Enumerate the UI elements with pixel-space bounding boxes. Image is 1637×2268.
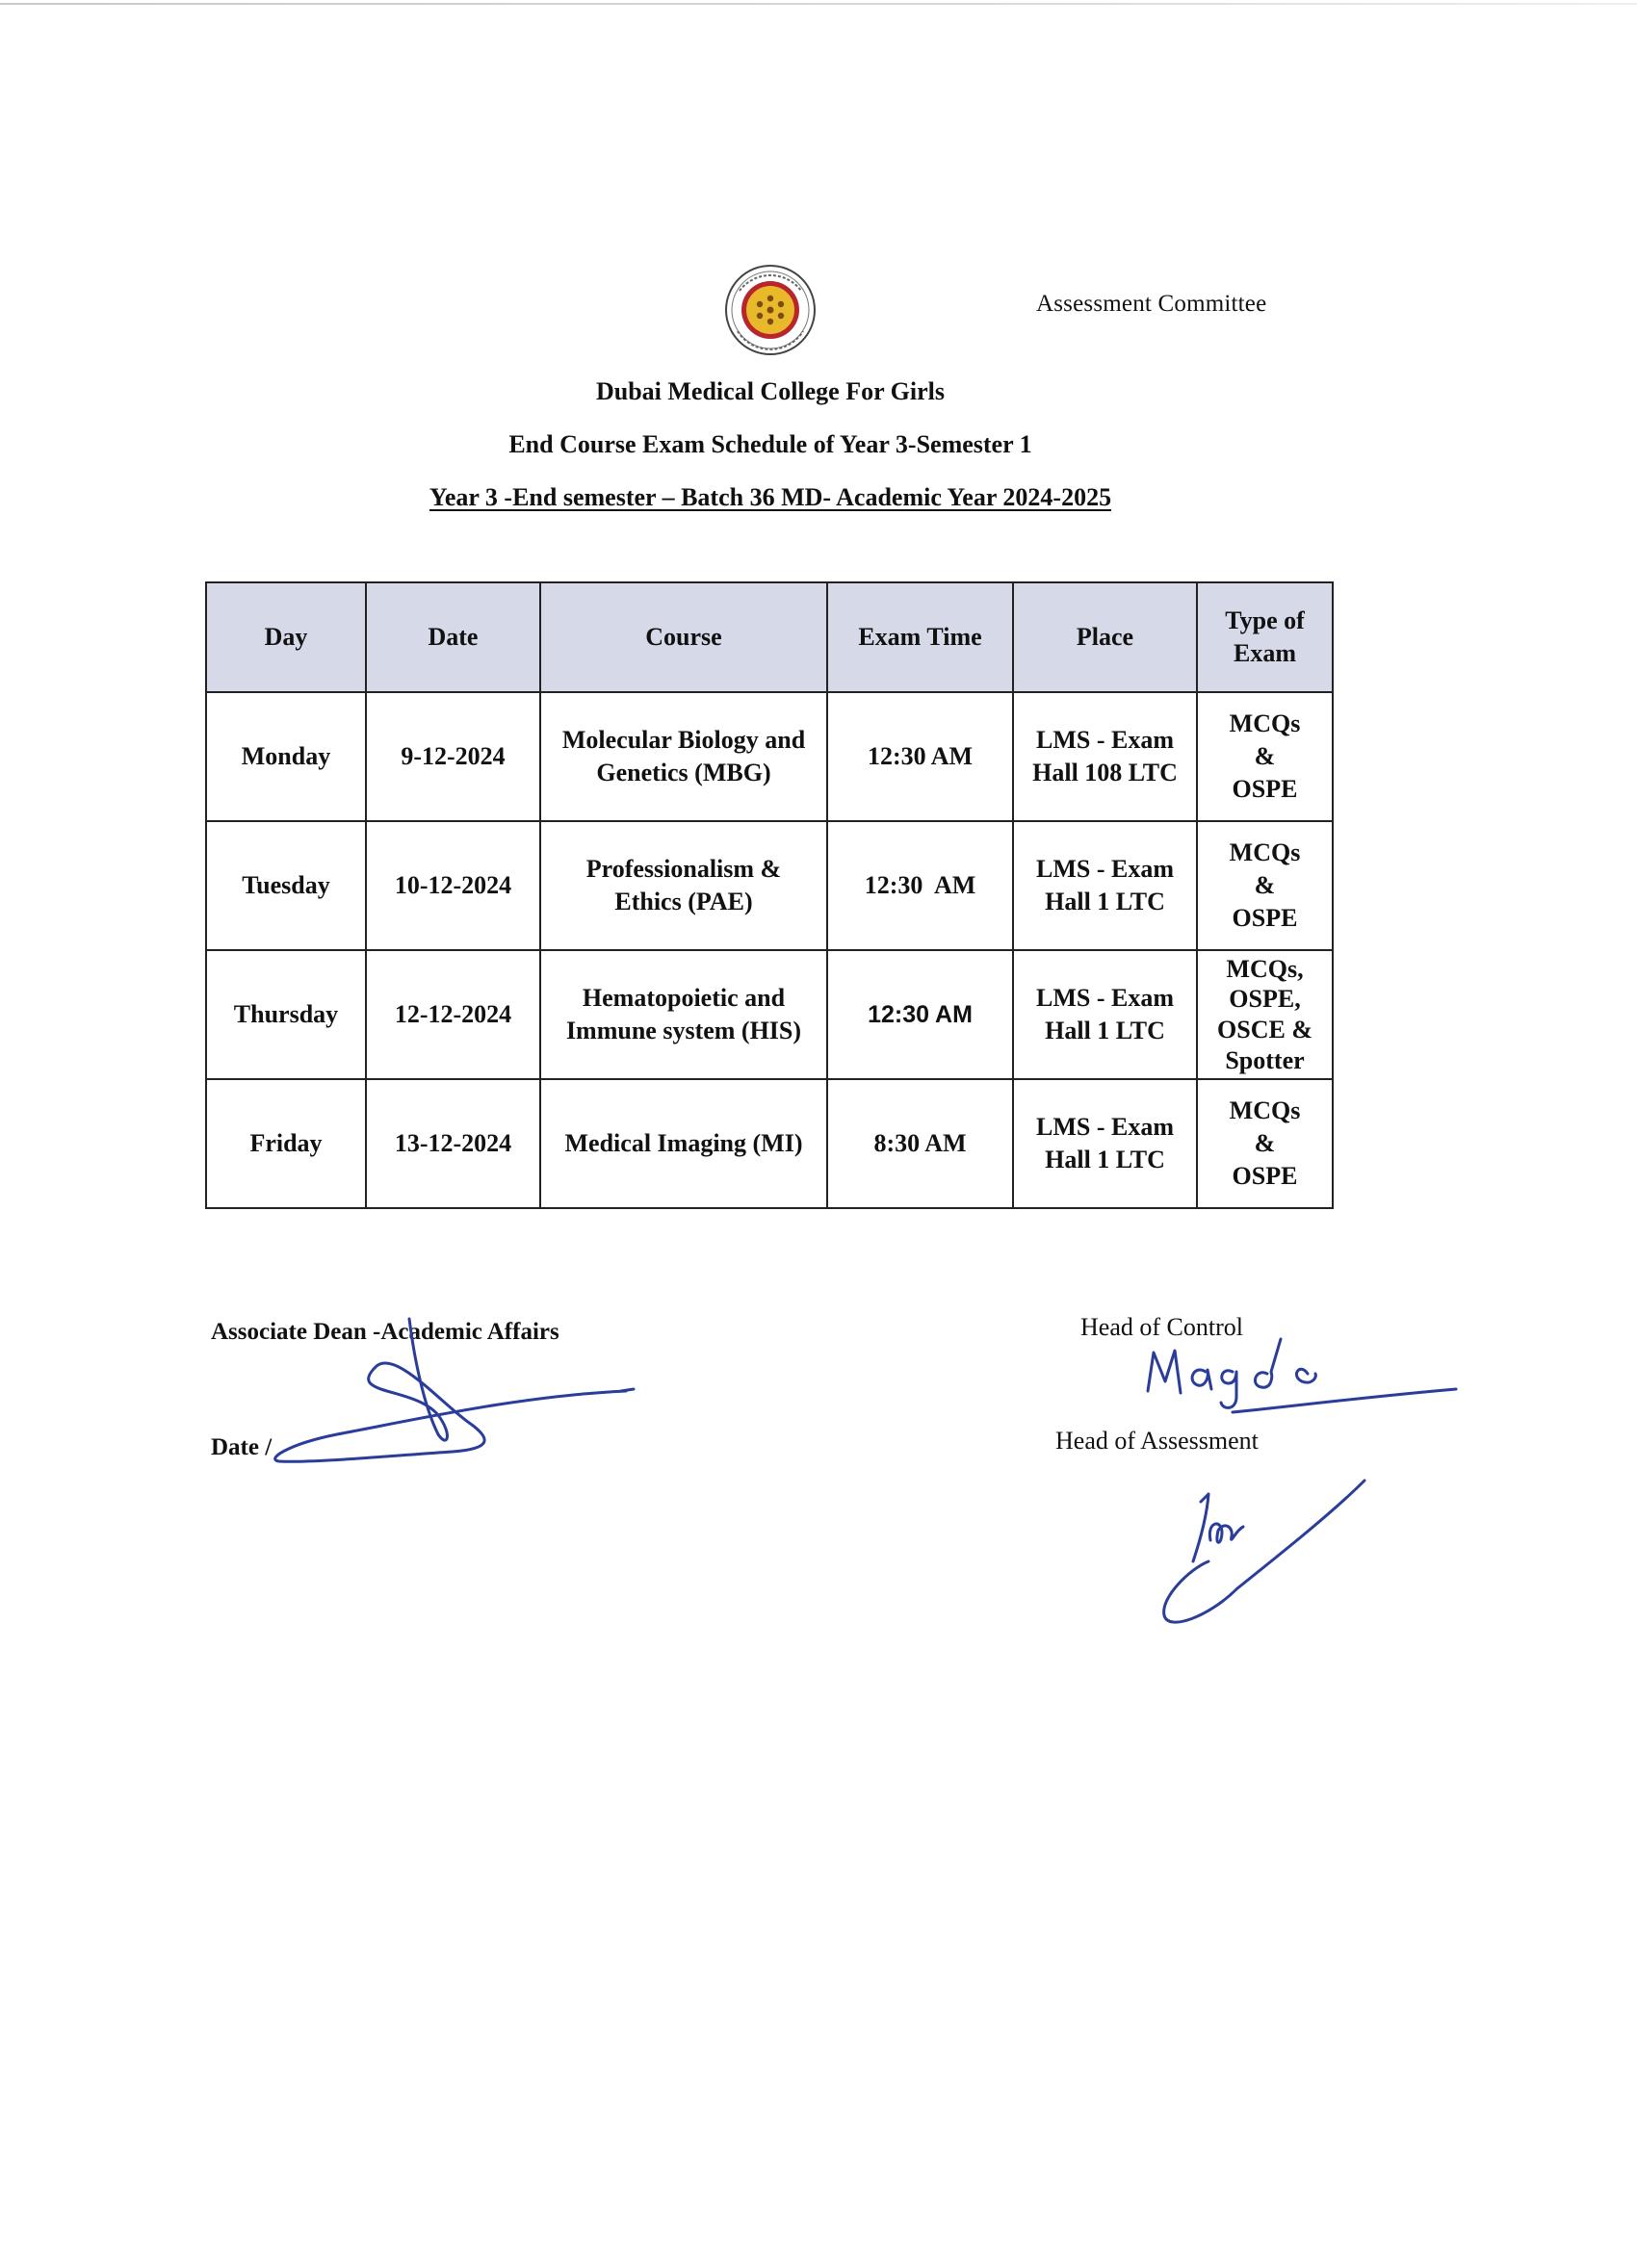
type-line: &	[1254, 871, 1276, 900]
cell-place	[1013, 1079, 1197, 1208]
scan-border-line	[0, 3, 1637, 5]
header-place: Place	[1013, 582, 1197, 692]
cell-course	[540, 692, 827, 821]
cell-course	[540, 950, 827, 1079]
cell-type-of-exam	[1197, 950, 1333, 1079]
place-line2: Hall 1 LTC	[1045, 888, 1165, 915]
cell-exam-time: 12:30 AM	[827, 692, 1013, 821]
cell-day: Friday	[206, 1079, 366, 1208]
cell-type-of-exam	[1197, 692, 1333, 821]
cell-place	[1013, 821, 1197, 950]
batch-line-text: Year 3 -End semester – Batch 36 MD- Academic Year 2024-2025	[429, 483, 1112, 511]
table-row	[206, 692, 1333, 821]
associate-dean-label: Associate Dean -Academic Affairs	[211, 1319, 559, 1345]
table-row	[206, 821, 1333, 950]
course-line1: Professionalism &	[585, 855, 782, 884]
course-line1: Molecular Biology and	[561, 726, 806, 755]
exam-schedule-table	[205, 581, 1334, 1209]
committee-label: Assessment Committee	[1036, 291, 1267, 317]
table-header-row	[206, 582, 1333, 692]
type-line: &	[1254, 1129, 1276, 1158]
cell-place	[1013, 692, 1197, 821]
cell-day: Thursday	[206, 950, 366, 1079]
header-type-line1: Type of	[1225, 606, 1305, 635]
type-line: OSPE	[1232, 903, 1298, 932]
header-course: Course	[540, 582, 827, 692]
cell-exam-time: 12:30 AM	[827, 950, 1013, 1079]
header-day: Day	[206, 582, 366, 692]
cell-day: Monday	[206, 692, 366, 821]
place-line2: Hall 1 LTC	[1045, 1017, 1165, 1044]
cell-course: Medical Imaging (MI)	[540, 1079, 827, 1208]
type-line: OSPE	[1232, 774, 1298, 803]
cell-place	[1013, 950, 1197, 1079]
header-type-of-exam	[1197, 582, 1333, 692]
head-of-assessment-signature	[1151, 1473, 1382, 1627]
type-line: Spotter	[1225, 1045, 1305, 1074]
place-line2: Hall 1 LTC	[1045, 1146, 1165, 1173]
college-name: Dubai Medical College For Girls	[595, 377, 946, 405]
cell-date: 13-12-2024	[366, 1079, 540, 1208]
header-date: Date	[366, 582, 540, 692]
type-line: &	[1254, 742, 1276, 771]
type-line: MCQs	[1229, 1096, 1301, 1125]
place-line1: LMS - Exam	[1036, 726, 1174, 755]
schedule-title: End Course Exam Schedule of Year 3-Semester 1	[508, 430, 1032, 458]
type-line: OSPE	[1232, 1161, 1298, 1190]
course-line1: Hematopoietic and	[582, 984, 786, 1013]
date-label: Date /	[211, 1434, 273, 1460]
cell-type-of-exam	[1197, 821, 1333, 950]
place-line1: LMS - Exam	[1036, 1113, 1174, 1142]
header-type-line2: Exam	[1234, 639, 1296, 667]
type-line: MCQs	[1229, 838, 1301, 867]
type-line: OSCE &	[1217, 1016, 1312, 1044]
place-line1: LMS - Exam	[1036, 984, 1174, 1013]
course-line2: Genetics (MBG)	[596, 759, 771, 786]
course-line2: Ethics (PAE)	[614, 888, 753, 915]
cell-course	[540, 821, 827, 950]
cell-date: 12-12-2024	[366, 950, 540, 1079]
place-line1: LMS - Exam	[1036, 855, 1174, 884]
head-of-control-label: Head of Control	[1080, 1313, 1243, 1341]
cell-day: Tuesday	[206, 821, 366, 950]
place-line2: Hall 108 LTC	[1032, 759, 1178, 786]
table-row	[206, 1079, 1333, 1208]
type-line: MCQs	[1229, 709, 1301, 738]
type-line: MCQs,	[1226, 954, 1304, 983]
table-row	[206, 950, 1333, 1079]
college-seal-icon	[711, 262, 830, 358]
associate-dean-signature	[270, 1300, 655, 1473]
header-exam-time: Exam Time	[827, 582, 1013, 692]
cell-date: 9-12-2024	[366, 692, 540, 821]
cell-exam-time: 8:30 AM	[827, 1079, 1013, 1208]
cell-exam-time: 12:30 AM	[827, 821, 1013, 950]
type-line: OSPE,	[1229, 985, 1301, 1014]
head-of-control-signature	[1136, 1333, 1464, 1420]
course-line2: Immune system (HIS)	[565, 1017, 802, 1044]
cell-date: 10-12-2024	[366, 821, 540, 950]
batch-line	[0, 483, 1541, 512]
head-of-assessment-label: Head of Assessment	[1055, 1427, 1259, 1455]
cell-type-of-exam	[1197, 1079, 1333, 1208]
